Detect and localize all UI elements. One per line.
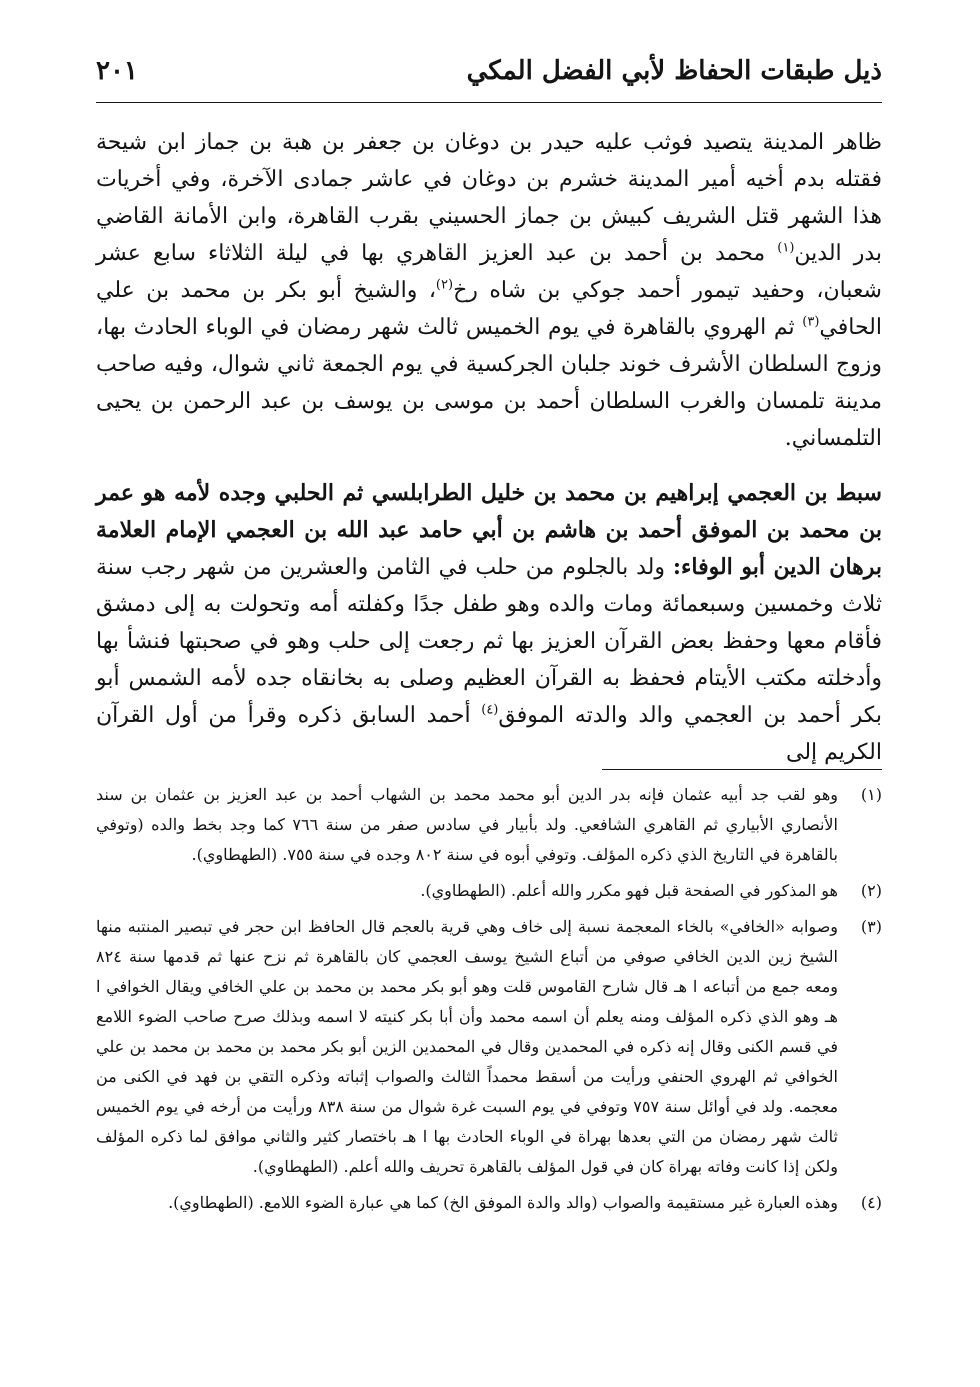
main-text [96,124,882,771]
footnote-4 [96,1188,882,1218]
paragraph-2-text-a: ولد بالجلوم من حلب في الثامن والعشرين من شهر رجب سنة ثلاث وخمسين وسبعمائة ومات والده وهو طفل جدًا وكفلته أمه وتحولت به إلى دمشق فأقام معها وحفظ بعض القرآن العزيز بها ثم رجعت إلى حلب وهو في صحبتها فنشأ بها وأدخلته مكتب الأيتام فحفظ به القرآن العظيم وصلى به بخانقاه جده لأمه الشمس أبو بكر أحمد بن العجمي والد والدته الموفق [96,555,883,728]
footnote-ref-2[interactable]: (٢) [435,277,454,293]
footnote-number: (٤) [860,1193,882,1212]
biography-heading: سبط بن العجمي إبراهيم بن محمد بن خليل الطرابلسي ثم الحلبي وجده لأمه هو عمر بن محمد بن الموفق أحمد بن هاشم بن أبي حامد عبد الله بن العجمي الإمام العلامة برهان الدين أبو الوفاء: [96,480,883,580]
footnote-number: (١) [860,785,882,804]
footnote-2 [96,876,882,906]
paragraph-2-text-b: أحمد السابق ذكره وقرأ من أول القرآن الكريم إلى [96,703,882,765]
paragraph-1-text-c: ، والشيخ أبو بكر بن محمد بن علي الحافي [96,278,882,340]
paragraph-1-text-a: ظاهر المدينة يتصيد فوثب عليه حيدر بن دوغان بن جعفر بن هبة بن جماز ابن شيحة فقتله بدم أخيه أمير المدينة خشرم بن دوغان في عاشر جمادى الآخرة، وفي أخريات هذا الشهر قتل الشريف كبيش بن جماز الحسيني بقرب القاهرة، وابن الأمانة القاضي بدر الدين [96,130,882,266]
footnote-separator [602,769,882,770]
paragraph-1-text-b: محمد بن أحمد بن عبد العزيز القاهري بها في ليلة الثلاثاء سابع عشر شعبان، وحفيد تيمور أحمد جوكي بن شاه رخ [96,241,882,303]
paragraph-2 [96,475,882,771]
footnote-number: (٣) [860,917,882,936]
footnote-number: (٢) [860,881,882,900]
footnote-ref-1[interactable]: (١) [777,240,795,256]
footnote-text: هو المذكور في الصفحة قبل فهو مكرر والله أعلم. (الطهطاوي). [420,881,838,900]
paragraph-1-text-d: ثم الهروي بالقاهرة في يوم الخميس ثالث شهر رمضان في الوباء الحادث بها، وزوج السلطان الأشرف خوند جلبان الجركسية في يوم الجمعة ثاني شوال، وفيه صاحب مدينة تلمسان والغرب السلطان أحمد بن موسى بن يوسف بن عبد الرحمن بن يحيى التلمساني. [96,315,882,451]
footnotes [96,780,882,1224]
footnote-ref-4[interactable]: (٤) [481,702,499,718]
page-number: ٢٠١ [96,56,138,86]
footnote-text: وهذه العبارة غير مستقيمة والصواب (والد والدة الموفق الخ) كما هي عبارة الضوء اللامع. (الطهطاوي). [168,1193,838,1212]
running-title: ذيل طبقات الحفاظ لأبي الفضل المكي [466,56,882,86]
footnote-ref-3[interactable]: (٣) [802,314,820,330]
paragraph-1 [96,124,882,457]
footnote-3 [96,912,882,1182]
footnote-text: وهو لقب جد أبيه عثمان فإنه بدر الدين أبو محمد محمد بن الشهاب أحمد بن عبد العزيز بن عثمان بن سند الأنصاري الأبياري ثم القاهري الشافعي. ولد بأبيار في سادس صفر من سنة ٧٦٦ كما وجد بخط والده (وتوفي بالقاهرة في التاريخ الذي ذكره المؤلف. وتوفي أبوه في سنة ٨٠٢ وجده في سنة ٧٥٥. (الطهطاوي). [96,785,839,864]
footnote-text: وصوابه «الخافي» بالخاء المعجمة نسبة إلى خاف وهي قرية بالعجم قال الحافظ ابن حجر في تبصير المنتبه منها الشيخ زين الدين الخافي صوفي من أتباع الشيخ يوسف العجمي كان بالقاهرة ثم نزح عنها ثم قدمها سنة ٨٢٤ ومعه جمع من أتباعه ا هـ قال شارح القاموس قلت وهو أبو بكر محمد بن محمد بن علي الخافي ويقال الخوافي ا هـ وهو الذي ذكره المؤلف ومنه يعلم أن اسمه محمد وأن أبا بكر كنيته لا اسمه وبذلك صرح صاحب الضوء اللامع في قسم الكنى وقال إنه ذكره في المحمدين وقال في المحمدين الزين أبو بكر محمد بن محمد بن محمد بن علي الخوافي ثم الهروي الحنفي ورأيت من أسقط محمداً الثالث والصواب إثباته وذكره التقي بن فهد في الكنى من معجمه. ولد في أوائل سنة ٧٥٧ وتوفي في يوم السبت غرة شوال من سنة ٨٣٨ ورأيت من أرخه في يوم الخميس ثالث شهر رمضان من التي بعدها بهراة في الوباء الحادث بها ا هـ باختصار كثير والثاني موافق لما ذكره المؤلف ولكن إذا كانت وفاته بهراة كان في قول المؤلف بالقاهرة تحريف والله أعلم. (الطهطاوي). [96,917,839,1176]
footnote-1 [96,780,882,870]
page-header [96,52,882,103]
